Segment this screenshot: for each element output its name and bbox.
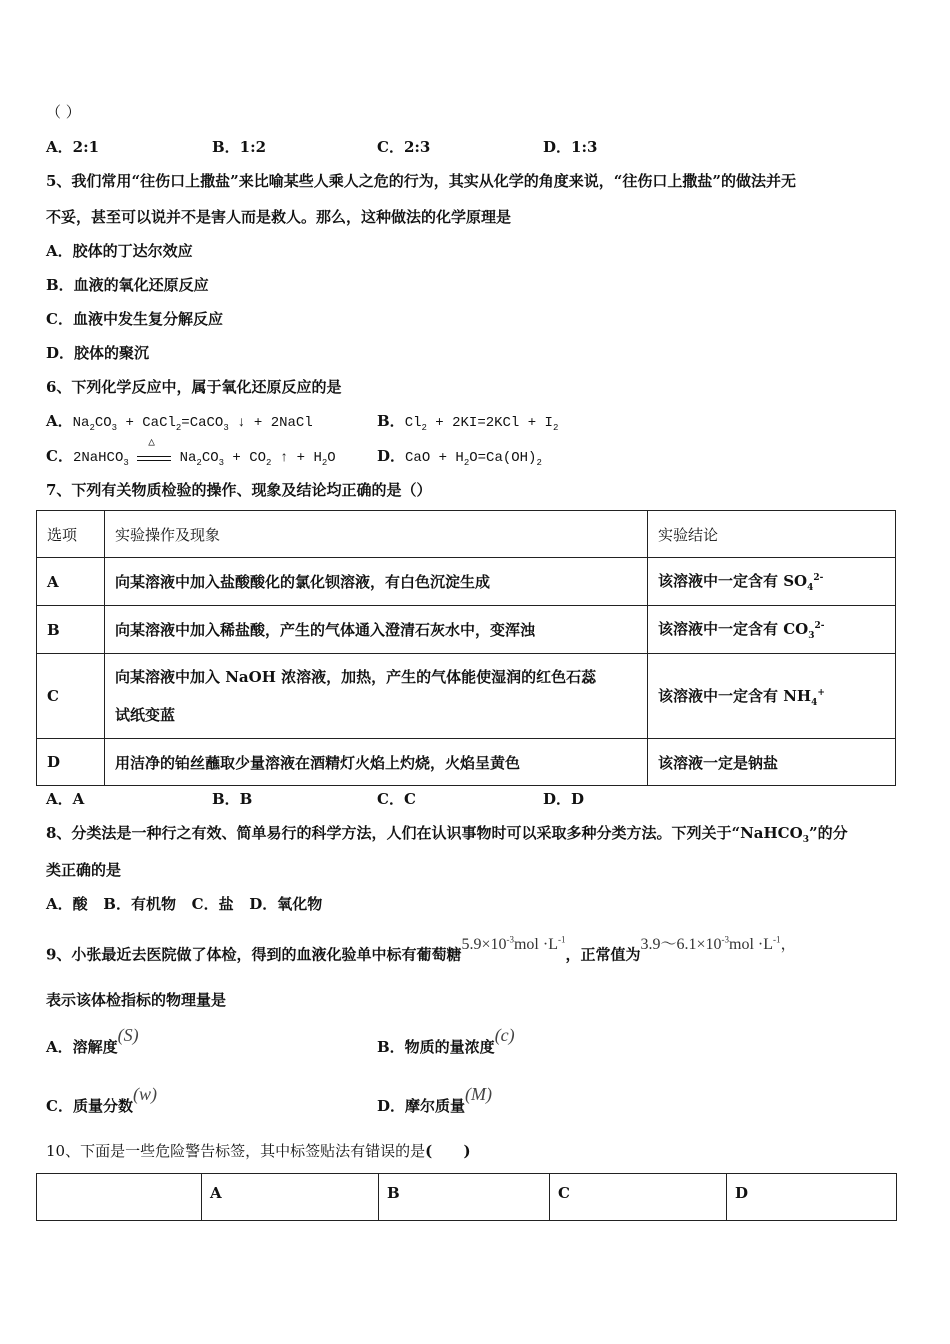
q10-header-d: D bbox=[727, 1174, 897, 1221]
q6-equation-c: 2NaHCO$_3$ △ $Na_2CO_3 + CO_2$ ↑ + $H_2O$ bbox=[72, 437, 336, 468]
q10-header-b: B bbox=[379, 1174, 550, 1221]
q6-option-d-label: D． bbox=[377, 447, 406, 465]
table-row bbox=[37, 739, 896, 786]
q9-option-d: D．摩尔质量(M) bbox=[377, 1084, 492, 1115]
q6-equation-b: $Cl_2 + 2KI=2KCl + I_2$ bbox=[404, 415, 559, 433]
q4-option-c: C．2:3 bbox=[377, 138, 431, 156]
q9-option-a: A．溶解度(S) bbox=[46, 1025, 139, 1056]
q6-stem: 6、下列化学反应中，属于氧化还原反应的是 bbox=[46, 378, 342, 396]
q7-row-c-conclusion-text: 该溶液中一定含有 NH bbox=[658, 686, 812, 705]
q5-option-b: B．血液的氧化还原反应 bbox=[46, 276, 209, 294]
q9-option-b: B．物质的量浓度(c) bbox=[377, 1025, 515, 1056]
q7-row-a-label: A bbox=[37, 558, 105, 606]
q7-row-b-conclusion: 该溶液中一定含有 $CO_3^{2-}$ bbox=[648, 606, 896, 654]
q5-stem-line1: 5、我们常用“往伤口上撒盐”来比喻某些人乘人之危的行为，其实从化学的角度来说，“往伤口上撒盐”的做法并无 bbox=[46, 172, 796, 190]
q9-option-c-symbol: (w) bbox=[132, 1084, 157, 1104]
q10-stem-text: 10、下面是一些危险警告标签，其中标签贴法有错误的是 bbox=[46, 1142, 426, 1160]
q7-row-a-operation: 向某溶液中加入盐酸酸化的氯化钡溶液，有白色沉淀生成 bbox=[105, 558, 648, 606]
q5-option-a: A．胶体的丁达尔效应 bbox=[46, 242, 193, 260]
table-row bbox=[37, 606, 896, 654]
q7-header-conclusion: 实验结论 bbox=[648, 511, 896, 558]
table-row bbox=[37, 558, 896, 606]
q4-paren: （ ） bbox=[46, 103, 81, 121]
q8-stem-line1-text: 8、分类法是一种行之有效、简单易行的科学方法，人们在认识事物时可以采取多种分类方法。下列关于“NaHCO bbox=[46, 824, 803, 842]
q9-stem-a: 9、小张最近去医院做了体检，得到的血液化验单中标有葡萄糖 bbox=[46, 945, 462, 964]
q10-table bbox=[36, 1173, 897, 1221]
q7-table bbox=[36, 510, 896, 786]
q7-row-d-conclusion: 该溶液一定是钠盐 bbox=[648, 739, 896, 786]
q7-row-b-conclusion-text: 该溶液中一定含有 CO bbox=[658, 620, 809, 638]
q7-option-a: A．A bbox=[46, 790, 85, 808]
q10-header-blank bbox=[37, 1174, 202, 1221]
q7-row-c-operation-line2: 试纸变蓝 bbox=[115, 706, 176, 724]
q7-row-c-conclusion: 该溶液中一定含有 $NH_4^+$ bbox=[648, 654, 896, 739]
q5-option-c: C．血液中发生复分解反应 bbox=[46, 310, 223, 328]
q7-option-c: C．C bbox=[377, 790, 416, 808]
q8-stem-line1-end: ”的分 bbox=[808, 824, 848, 842]
q10-header-c: C bbox=[550, 1174, 727, 1221]
q10-header-a: A bbox=[202, 1174, 379, 1221]
q7-row-d-label: D bbox=[37, 739, 105, 786]
q9-option-d-symbol: (M) bbox=[465, 1084, 492, 1104]
q6-option-a bbox=[46, 411, 313, 438]
q6-option-b bbox=[377, 411, 558, 438]
q7-row-c-operation bbox=[105, 654, 648, 739]
q6-option-d bbox=[377, 446, 542, 473]
q7-row-b-operation: 向某溶液中加入稀盐酸，产生的气体通入澄清石灰水中，变浑浊 bbox=[105, 606, 648, 654]
q9-stem bbox=[46, 935, 797, 965]
heat-condition-icon: △ bbox=[137, 446, 171, 461]
q9-stem-b: ，正常值为 bbox=[565, 945, 641, 964]
table-row bbox=[37, 1174, 897, 1221]
q4-option-b: B．1:2 bbox=[212, 138, 267, 156]
q7-option-d: D．D bbox=[543, 790, 585, 808]
q10-paren: ( ) bbox=[425, 1142, 471, 1160]
q5-stem-line2: 不妥，甚至可以说并不是害人而是救人。那么，这种做法的化学原理是 bbox=[46, 208, 512, 226]
q7-row-c-operation-line1: 向某溶液中加入 NaOH 浓溶液，加热，产生的气体能使湿润的红色石蕊 bbox=[115, 668, 597, 686]
q8-options: A．酸 B．有机物 C．盐 D．氧化物 bbox=[46, 895, 323, 913]
q7-row-d-operation: 用洁净的铂丝蘸取少量溶液在酒精灯火焰上灼烧，火焰呈黄色 bbox=[105, 739, 648, 786]
q9-stem-line2: 表示该体检指标的物理量是 bbox=[46, 991, 227, 1009]
q7-header-option: 选项 bbox=[37, 511, 105, 558]
q4-option-d: D．1:3 bbox=[543, 138, 598, 156]
q7-row-b-label: B bbox=[37, 606, 105, 654]
q6-option-c bbox=[46, 437, 336, 473]
q6-option-a-label: A． bbox=[46, 412, 73, 430]
q7-option-b: B．B bbox=[212, 790, 253, 808]
q5-option-d: D．胶体的聚沉 bbox=[46, 344, 150, 362]
q7-stem: 7、下列有关物质检验的操作、现象及结论均正确的是（） bbox=[46, 481, 432, 499]
table-row bbox=[37, 511, 896, 558]
q9-option-a-symbol: (S) bbox=[117, 1025, 139, 1045]
q9-option-b-symbol: (c) bbox=[494, 1025, 515, 1045]
q8-stem-line1: 8、分类法是一种行之有效、简单易行的科学方法，人们在认识事物时可以采取多种分类方法。下列关于“NaHCO$_3$”的分 bbox=[46, 824, 848, 845]
q7-header-operation: 实验操作及现象 bbox=[105, 511, 648, 558]
q6-option-b-label: B． bbox=[377, 412, 405, 430]
q10-stem bbox=[46, 1141, 471, 1161]
q6-option-c-label: C． bbox=[46, 447, 73, 465]
table-row bbox=[37, 654, 896, 739]
q9-range: $3.9\sim 6.1\times 10^{-3}mol \cdot L^{-1}$， bbox=[640, 935, 797, 954]
q9-option-c: C．质量分数(w) bbox=[46, 1084, 157, 1115]
q7-row-a-conclusion-text: 该溶液中一定含有 SO bbox=[658, 572, 808, 590]
q9-value: $5.9\times 10^{-3}mol \cdot L^{-1}$ bbox=[461, 935, 566, 954]
q7-row-a-conclusion: 该溶液中一定含有 $SO_4^{2-}$ bbox=[648, 558, 896, 606]
q6-equation-d: CaO + $H_2O=Ca(OH)_2$ bbox=[405, 450, 542, 468]
q4-option-a: A．2:1 bbox=[46, 138, 100, 156]
q8-stem-line2: 类正确的是 bbox=[46, 861, 122, 879]
q7-row-c-label: C bbox=[37, 654, 105, 739]
q6-equation-a: $Na_2CO_3$ + CaCl$_2$=CaCO$_3$ ↓ + 2NaCl bbox=[72, 415, 313, 433]
